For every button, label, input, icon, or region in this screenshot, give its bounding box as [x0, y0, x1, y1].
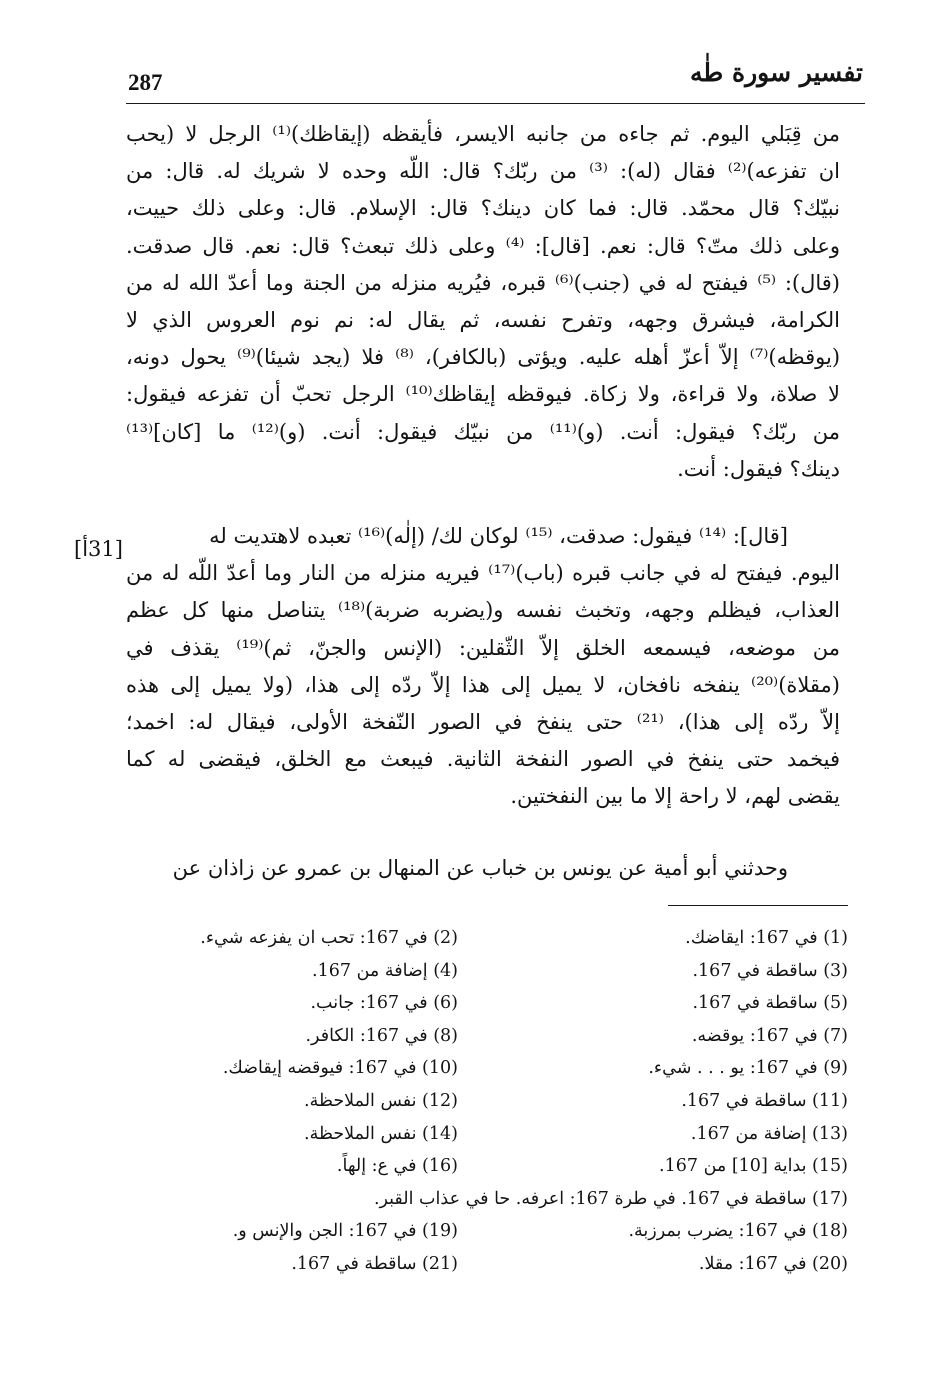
footnote: (6) في 167: جانب.: [310, 993, 458, 1014]
header-rule: [126, 103, 865, 104]
text-line: (مقلاة)⁽²⁰⁾ ينفخه نافخان، لا يميل إلى هذا إلاّ ردّه إلى هذا، (ولا يميل إلى هذه: [126, 672, 840, 697]
footnote: (2) في 167: تحب ان يفزعه شيء.: [200, 928, 458, 948]
text-line: ان تفزعه)⁽²⁾ فقال (له): ⁽³⁾ من ربّك؟ قال: اللّه وحده لا شريك له. قال: من: [126, 159, 840, 184]
paragraph-3: [126, 850, 840, 887]
footnote: (9) في 167: يو . . . شيء.: [648, 1058, 848, 1079]
footnote-row: [126, 1118, 856, 1151]
text-line: وحدثني أبو أمية عن يونس بن خباب عن المنهال بن عمرو عن زاذان عن: [172, 856, 788, 880]
footnote: (8) في 167: الكافر.: [305, 1025, 458, 1046]
footnote: (12) نفس الملاحظة.: [304, 1090, 458, 1111]
text-line: نبيّك؟ قال محمّد. قال: فما كان دينك؟ قال: الإسلام. قال: وعلى ذلك حييت،: [126, 196, 840, 221]
footnote-row: [126, 1085, 856, 1118]
footnote-row: [126, 1183, 856, 1216]
footnote-row: [126, 1052, 856, 1085]
footnote: (5) ساقطة في 167.: [692, 993, 848, 1014]
paragraph-2: [126, 518, 840, 816]
footnote-row: [126, 1215, 856, 1248]
footnote-row: [126, 1248, 856, 1281]
text-line: من قِبَلي اليوم. ثم جاءه من جانبه الايسر، فأيقظه (إيقاظك)⁽¹⁾ الرجل لا (يحب: [126, 122, 840, 146]
footnote-row: [126, 987, 856, 1020]
text-line: (قال): ⁽⁵⁾ فيفتح له في (جنب)⁽⁶⁾ قبره، فيُريه منزله من الجنة وما أعدّ الله له من: [126, 270, 840, 295]
footnote: (3) ساقطة في 167.: [692, 960, 848, 981]
text-line: من ربّك؟ فيقول: أنت. (و)⁽¹¹⁾ من نبيّك فيقول: أنت. (و)⁽¹²⁾ ما [كان]⁽¹³⁾: [126, 419, 840, 444]
footnote: (15) بداية [10] من 167.: [659, 1156, 848, 1177]
page-number: 287: [128, 70, 163, 95]
footnote: (20) في 167: مقلا.: [698, 1253, 848, 1274]
footnotes: [126, 922, 856, 1281]
footnote: (4) إضافة من 167.: [312, 960, 458, 981]
running-title: تفسير سورة طٰه: [690, 58, 863, 87]
footnote: (16) في ع: إلهاً.: [336, 1156, 458, 1177]
footnote: (21) ساقطة في 167.: [291, 1253, 458, 1274]
text-line: اليوم. فيفتح له في جانب قبره (باب)⁽¹⁷⁾ فيريه منزله من النار وما أعدّ اللّه له من: [126, 561, 840, 586]
footnote-row: [126, 1020, 856, 1053]
text-line: لا صلاة، ولا قراءة، ولا زكاة. فيوقظه إيقاظك⁽¹⁰⁾ الرجل تحبّ أن تفزعه فيقول:: [126, 382, 840, 407]
footnote: (18) في 167: يضرب بمرزبة.: [628, 1221, 848, 1242]
footnote: (1) في 167: ايقاضك.: [685, 928, 848, 948]
text-line: يقضى لهم، لا راحة إلا ما بين النفختين.: [510, 784, 840, 809]
text-line: وعلى ذلك متّ؟ قال: نعم. [قال]: ⁽⁴⁾ وعلى ذلك تبعث؟ قال: نعم. قال صدقت.: [126, 233, 840, 258]
footnote-row: [126, 1150, 856, 1183]
text-line: دينك؟ فيقول: أنت.: [677, 456, 840, 481]
paragraph-1: [126, 116, 840, 488]
text-line: من موضعه، فيسمعه الخلق إلاّ الثّقلين: (الإنس والجنّ، ثم)⁽¹⁹⁾ يقذف في: [126, 635, 840, 660]
text-line: (يوقظه)⁽⁷⁾ إلاّ أعزّ أهله عليه. ويؤتى (بالكافر)، ⁽⁸⁾ فلا (يجد شيئا)⁽⁹⁾ يحول دونه،: [126, 345, 840, 370]
footnote: (7) في 167: يوقضه.: [691, 1025, 848, 1046]
footnote: (13) إضافة من 167.: [690, 1123, 848, 1144]
text-line: العذاب، فيظلم وجهه، وتخبث نفسه و(يضربه ضربة)⁽¹⁸⁾ يتناصل منها كل عظم: [126, 598, 840, 623]
text-line: الكرامة، فيشرق وجهه، وتفرح نفسه، ثم يقال له: نم نوم العروس الذي لا: [126, 307, 840, 332]
footnote-row: [126, 922, 856, 955]
footnote-rule: [668, 905, 848, 906]
footnote: (19) في 167: الجن والإنس و.: [232, 1221, 458, 1242]
text-line: فيخمد حتى ينفخ في الصور النفخة الثانية. فيبعث مع الخلق، فيقضى له كما: [126, 747, 840, 772]
footnote: (17) ساقطة في 167. في طرة 167: اعرفه. حا في عذاب القبر.: [373, 1188, 848, 1209]
text-line: إلاّ ردّه إلى هذا)، ⁽²¹⁾ حتى ينفخ في الصور النّفخة الأولى، فيقال له: اخمد؛: [126, 709, 840, 734]
folio-margin-note: [31أ]: [74, 537, 123, 561]
text-line: [قال]: ⁽¹⁴⁾ فيقول: صدقت، ⁽¹⁵⁾ لوكان لك/ (إلٰه)⁽¹⁶⁾ تعبده لاهتديت له: [209, 524, 788, 548]
footnote-row: [126, 955, 856, 988]
footnote: (14) نفس الملاحظة.: [304, 1123, 458, 1144]
footnote: (11) ساقطة في 167.: [681, 1090, 848, 1111]
footnote: (10) في 167: فيوقضه إيقاضك.: [222, 1058, 458, 1079]
